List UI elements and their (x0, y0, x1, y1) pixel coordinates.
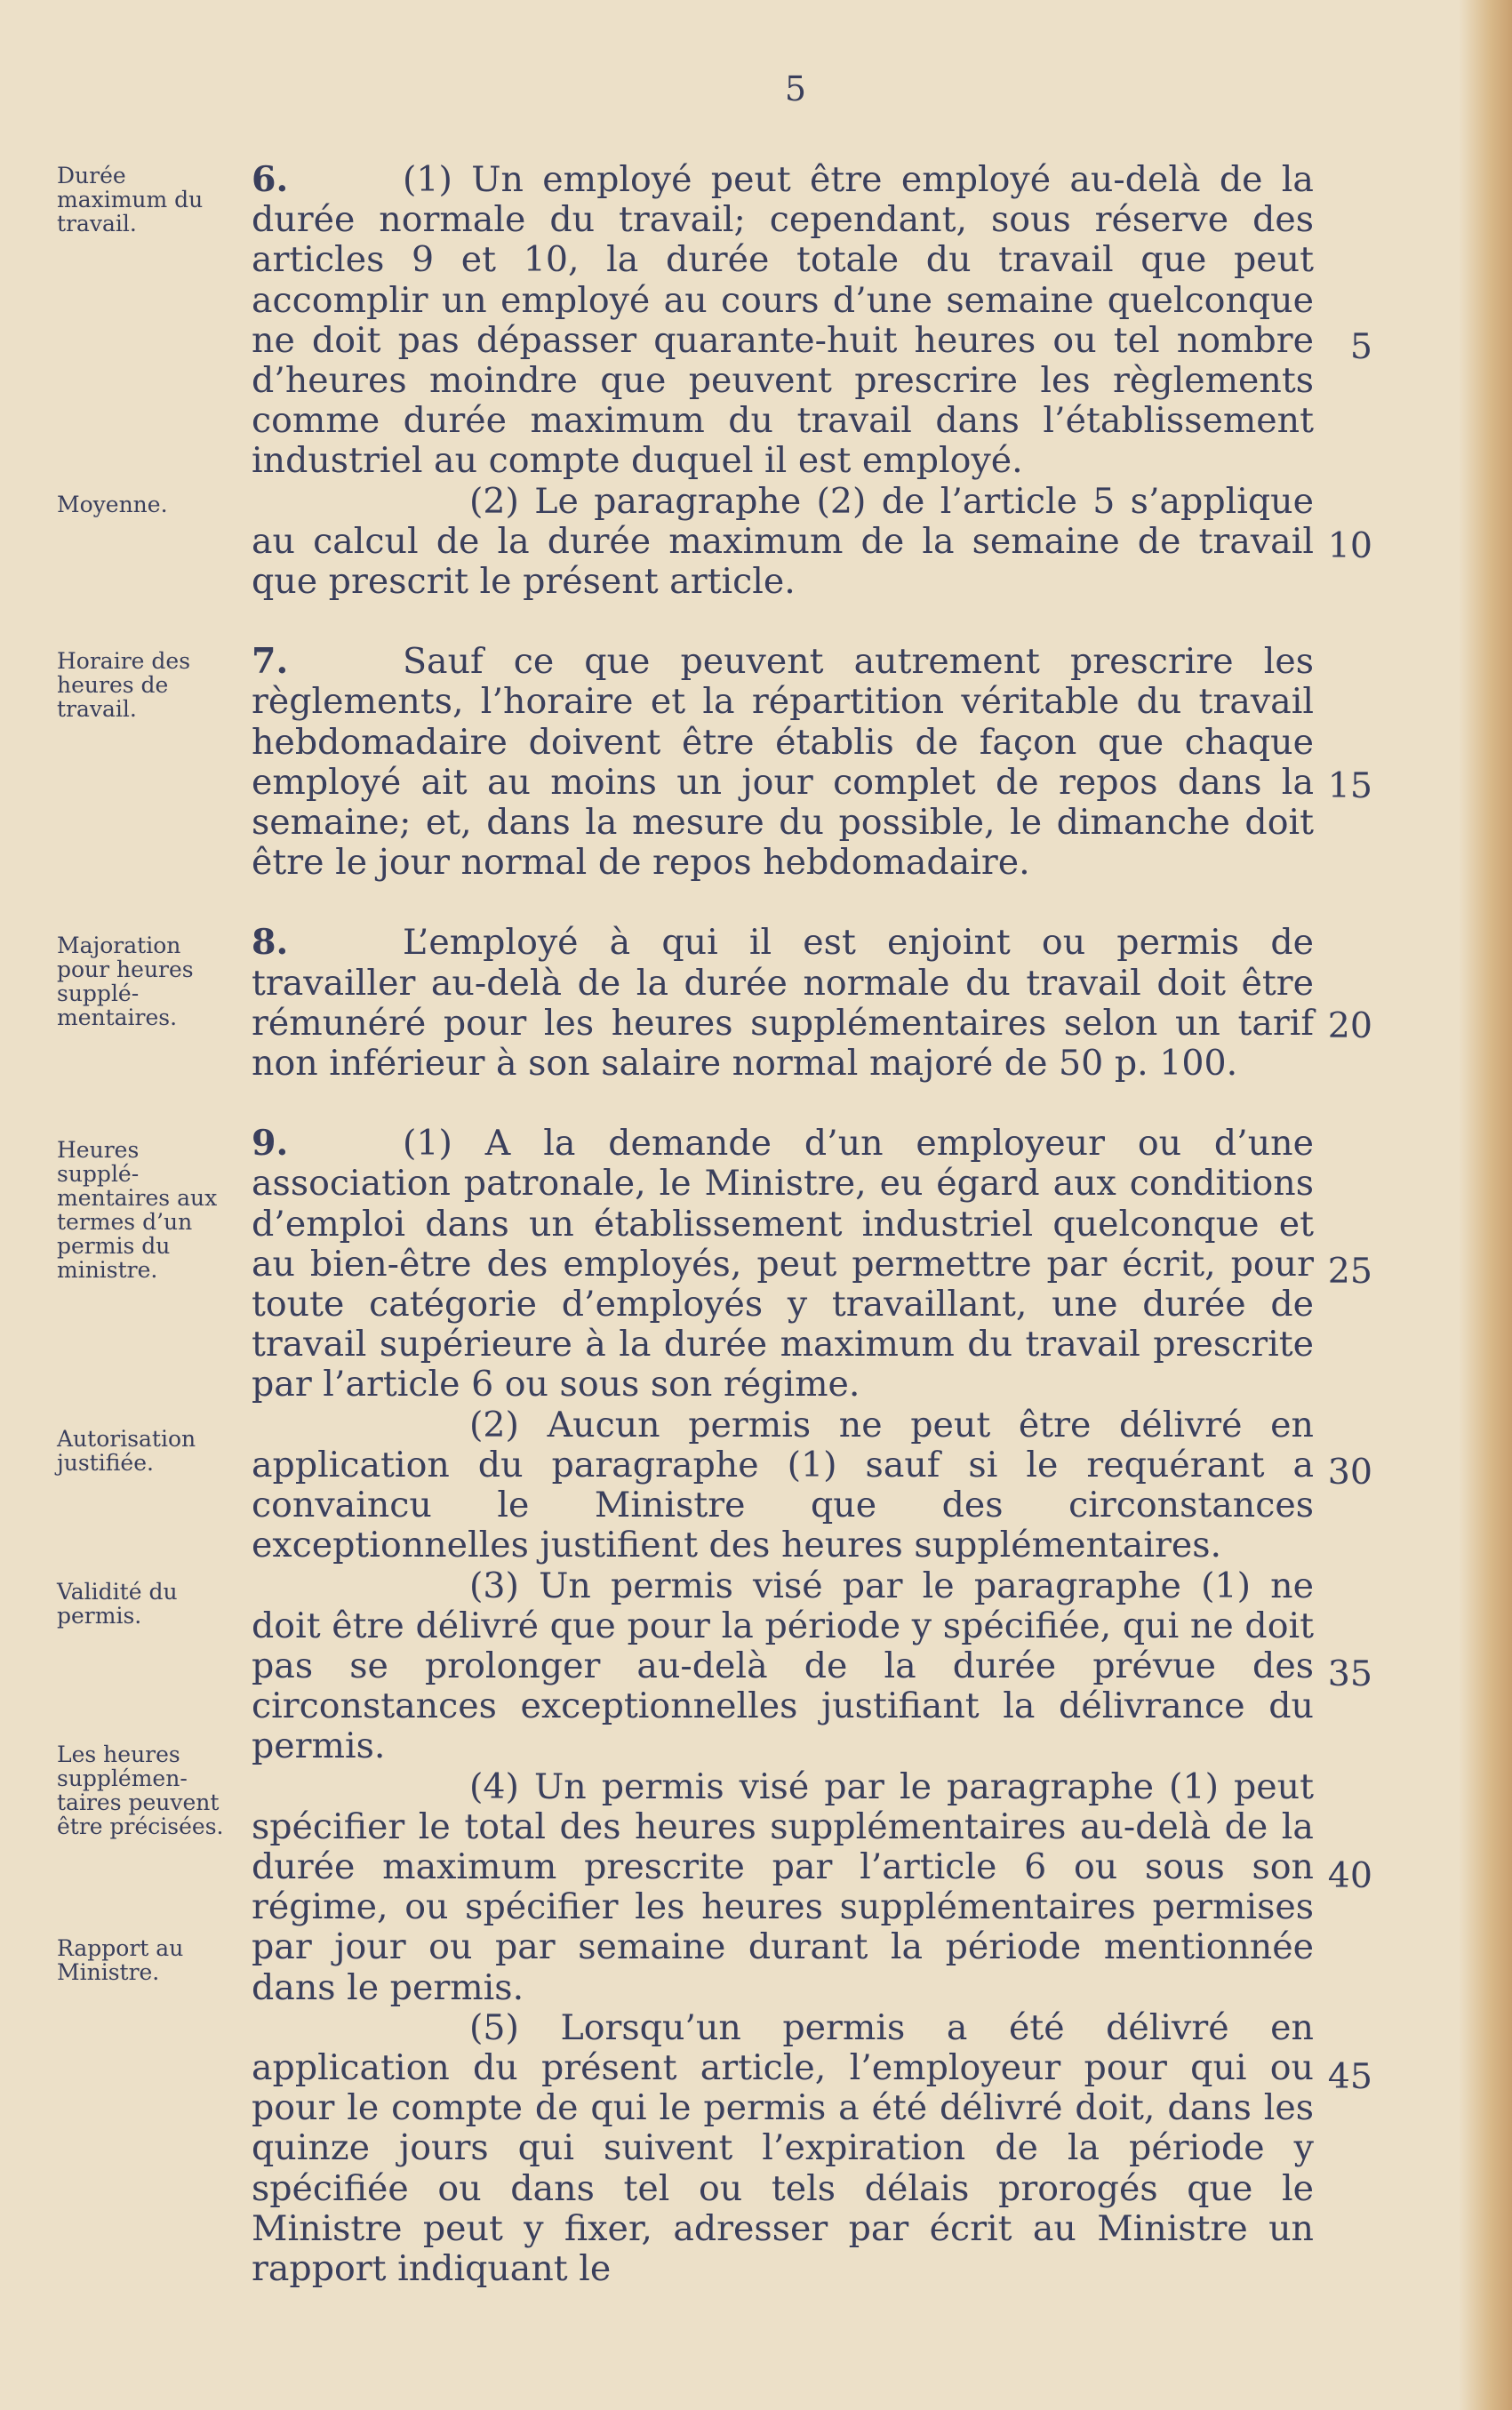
paragraph-text: (1) A la demande d’un employeur ou d’une association patronale, le Ministre, eu égard aux conditions d’emploi dans un établissement industriel quelconque et au bien-être des employés, peut permettre par écrit, pour toute catégorie d’employés y travaillant, une durée de travail supérieure à la durée maximum du travail prescrite par l’article 6 ou sous son régime. (252, 1123, 1314, 1405)
article-9-para-2: (2) Aucun permis ne peut être délivré en application du paragraphe (1) sauf si le requérant a convaincu le Ministre que des circonstances exceptionnelles justifient des heures supplémentaires. (252, 1404, 1314, 1566)
line-number-15: 15 (1327, 765, 1372, 806)
body-text (252, 160, 1314, 2289)
line-number-45: 45 (1327, 2056, 1372, 2097)
article-9-para-1 (252, 1124, 1314, 1405)
line-number-20: 20 (1327, 1005, 1372, 1046)
line-number-25: 25 (1327, 1251, 1372, 1292)
article-7 (252, 642, 1314, 883)
line-number-30: 30 (1327, 1452, 1372, 1493)
page-number: 5 (784, 69, 807, 108)
article-number: 8. (252, 922, 289, 964)
line-number-35: 35 (1327, 1653, 1372, 1694)
article-number: 7. (252, 641, 289, 683)
article-9-para-3: (3) Un permis visé par le paragraphe (1) ne doit être délivré que pour la période y spécifiée, qui ne doit pas se prolonger au-delà de la durée prévue des circonstances exceptionnelles justifiant la délivrance du permis. (252, 1565, 1314, 1767)
line-number-10: 10 (1327, 525, 1372, 566)
margin-note-majoration: Majoration pour heures supplé- mentaires. (57, 933, 194, 1030)
article-8 (252, 923, 1314, 1084)
line-number-40: 40 (1327, 1855, 1372, 1896)
margin-note-autorisation: Autorisation justifiée. (57, 1426, 196, 1476)
article-9-para-4: (4) Un permis visé par le paragraphe (1) peut spécifier le total des heures supplémentaires au-delà de la durée maximum prescrite par l’article 6 ou sous son régime, ou spécifier les heures supplémentaires permises par jour ou par semaine durant la période mentionnée dans le permis. (252, 1765, 1314, 2008)
article-number: 6. (252, 159, 289, 200)
margin-note-horaire: Horaire des heures de travail. (57, 648, 191, 722)
article-number: 9. (252, 1123, 289, 1165)
margin-note-duree-maximum: Durée maximum du travail. (57, 163, 204, 236)
article-6-para-1 (252, 160, 1314, 482)
page-edge-shading (1459, 0, 1512, 2410)
paragraph-text: Sauf ce que peuvent autrement prescrire les règlements, l’horaire et la répartition véritable du travail hebdomadaire doivent être établis de façon que chaque employé ait au moins un jour complet de repos dans la semaine; et, dans la mesure du possible, le dimanche doit être le jour normal de repos hebdomadaire. (252, 641, 1314, 884)
margin-note-rapport: Rapport au Ministre. (57, 1935, 184, 1985)
paragraph-text: (1) Un employé peut être employé au-delà de la durée normale du travail; cependant, sous réserve des articles 9 et 10, la durée totale du travail que peut accomplir un employé au cours d’une semaine quelconque ne doit pas dépasser quarante-huit heures ou tel nombre d’heures moindre que peuvent prescrire les règlements comme durée maximum du travail dans l’établissement industriel au compte duquel il est employé. (252, 159, 1314, 482)
article-9-para-5: (5) Lorsqu’un permis a été délivré en application du présent article, l’employeur pour qui ou pour le compte de qui le permis a été délivré doit, dans les quinze jours qui suivent l’expiration de la période y spécifiée ou dans tel ou tels délais prorogés que le Ministre peut y fixer, adresser par écrit au Ministre un rapport indiquant le (252, 2006, 1314, 2289)
article-6-para-2: (2) Le paragraphe (2) de l’article 5 s’applique au calcul de la durée maximum de la semaine de travail que prescrit le présent article. (252, 480, 1314, 603)
margin-note-validite: Validité du permis. (57, 1579, 178, 1629)
line-number-5: 5 (1349, 326, 1372, 367)
paragraph-text: L’employé à qui il est enjoint ou permis de travailler au-delà de la durée normale du travail doit être rémunéré pour les heures supplémentaires selon un tarif non inférieur à son salaire normal majoré de 50 p. 100. (252, 922, 1314, 1085)
margin-note-heures-supplementaires: Heures supplé- mentaires aux termes d’un permis du ministre. (57, 1137, 218, 1283)
margin-note-heures-precisees: Les heures supplémen- taires peuvent être précisées. (57, 1741, 224, 1839)
margin-note-moyenne: Moyenne. (57, 492, 168, 517)
